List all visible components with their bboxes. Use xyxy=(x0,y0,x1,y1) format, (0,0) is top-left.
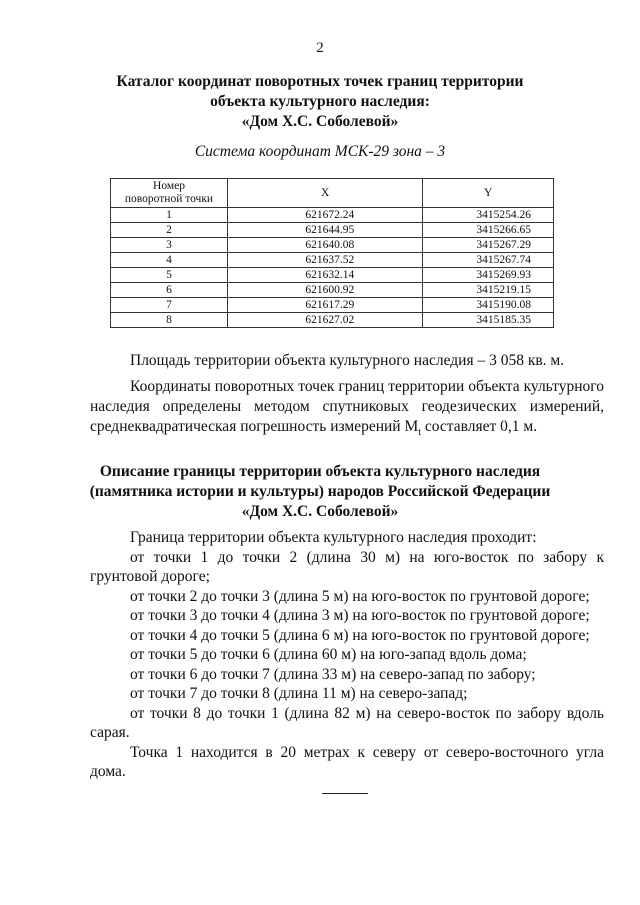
description-line: от точки 8 до точки 1 (длина 82 м) на северо-восток по забору вдоль сарая. xyxy=(90,704,604,741)
cell-x: 621640.08 xyxy=(228,238,423,253)
header-point-number-line-1: Номер xyxy=(153,180,185,192)
cell-x: 621632.14 xyxy=(228,268,423,283)
table-row xyxy=(111,253,554,268)
cell-x: 621600.92 xyxy=(228,283,423,298)
cell-num: 8 xyxy=(111,313,228,328)
cell-num: 1 xyxy=(111,208,228,223)
header-x: X xyxy=(228,179,423,208)
description-line: Граница территории объекта культурного наследия проходит: xyxy=(130,529,537,546)
table-row xyxy=(111,208,554,223)
cell-num: 4 xyxy=(111,253,228,268)
cell-y: 3415269.93 xyxy=(423,268,554,283)
catalog-title xyxy=(0,72,640,132)
cell-num: 5 xyxy=(111,268,228,283)
method-subscript: t xyxy=(418,427,422,439)
description-title-line-2: (памятника истории и культуры) народов Российской Федерации xyxy=(89,483,551,500)
cell-x: 621637.52 xyxy=(228,253,423,268)
cell-y: 3415190.08 xyxy=(423,298,554,313)
table-header-row xyxy=(111,179,554,208)
catalog-title-line-2: объекта культурного наследия: xyxy=(210,93,430,110)
table-row xyxy=(111,268,554,283)
method-text: Координаты поворотных точек границ территории объекта культурного наследия определены методом спутниковых геодезических измерений, среднеквадратическая погрешность измерений M xyxy=(90,378,604,435)
description-line: от точки 6 до точки 7 (длина 33 м) на северо-запад по забору; xyxy=(130,665,536,683)
table-row xyxy=(111,223,554,238)
header-point-number-line-2: поворотной точки xyxy=(124,193,214,205)
territory-area: Площадь территории объекта культурного наследия – 3 058 кв. м. xyxy=(130,352,565,369)
cell-y: 3415219.15 xyxy=(423,283,554,298)
table-row xyxy=(111,283,554,298)
end-separator-line xyxy=(322,793,368,794)
description-title-line-3: «Дом Х.С. Соболевой» xyxy=(241,503,399,520)
description-line: Точка 1 находится в 20 метрах к северу от северо-восточного угла дома. xyxy=(90,743,604,780)
table-row xyxy=(111,298,554,313)
cell-x: 621672.24 xyxy=(228,208,423,223)
coordinate-system-label: Система координат МСК-29 зона – 3 xyxy=(194,143,446,160)
cell-num: 3 xyxy=(111,238,228,253)
catalog-title-line-3: «Дом Х.С. Соболевой» xyxy=(241,113,399,130)
description-title xyxy=(0,462,640,522)
cell-num: 2 xyxy=(111,223,228,238)
description-title-line-1: Описание границы территории объекта культурного наследия xyxy=(99,463,541,480)
cell-y: 3415254.26 xyxy=(423,208,554,223)
method-text-end: составляет 0,1 м. xyxy=(421,418,538,435)
cell-x: 621617.29 xyxy=(228,298,423,313)
cell-y: 3415267.29 xyxy=(423,238,554,253)
coordinates-table xyxy=(110,178,554,328)
cell-y: 3415267.74 xyxy=(423,253,554,268)
table-row xyxy=(111,313,554,328)
cell-num: 6 xyxy=(111,283,228,298)
header-y: Y xyxy=(423,179,554,208)
header-point-number xyxy=(111,179,228,208)
description-line: от точки 5 до точки 6 (длина 60 м) на юго-запад вдоль дома; xyxy=(130,646,527,663)
cell-x: 621644.95 xyxy=(228,223,423,238)
description-line: от точки 1 до точки 2 (длина 30 м) на юго-восток по забору к грунтовой дороге; xyxy=(90,548,604,585)
description-line: от точки 3 до точки 4 (длина 3 м) на юго-восток по грунтовой дороге; xyxy=(130,607,590,624)
boundary-description xyxy=(90,528,604,782)
measurement-method-paragraph xyxy=(90,377,604,443)
cell-y: 3415185.35 xyxy=(423,313,554,328)
table-row xyxy=(111,238,554,253)
cell-y: 3415266.65 xyxy=(423,223,554,238)
page-number: 2 xyxy=(316,40,324,56)
catalog-title-line-1: Каталог координат поворотных точек границ территории xyxy=(116,73,524,90)
description-line: от точки 2 до точки 3 (длина 5 м) на юго-восток по грунтовой дороге; xyxy=(130,587,590,605)
description-line: от точки 7 до точки 8 (длина 11 м) на северо-запад; xyxy=(130,685,468,702)
description-line: от точки 4 до точки 5 (длина 6 м) на юго-восток по грунтовой дороге; xyxy=(130,626,590,644)
cell-num: 7 xyxy=(111,298,228,313)
cell-x: 621627.02 xyxy=(228,313,423,328)
